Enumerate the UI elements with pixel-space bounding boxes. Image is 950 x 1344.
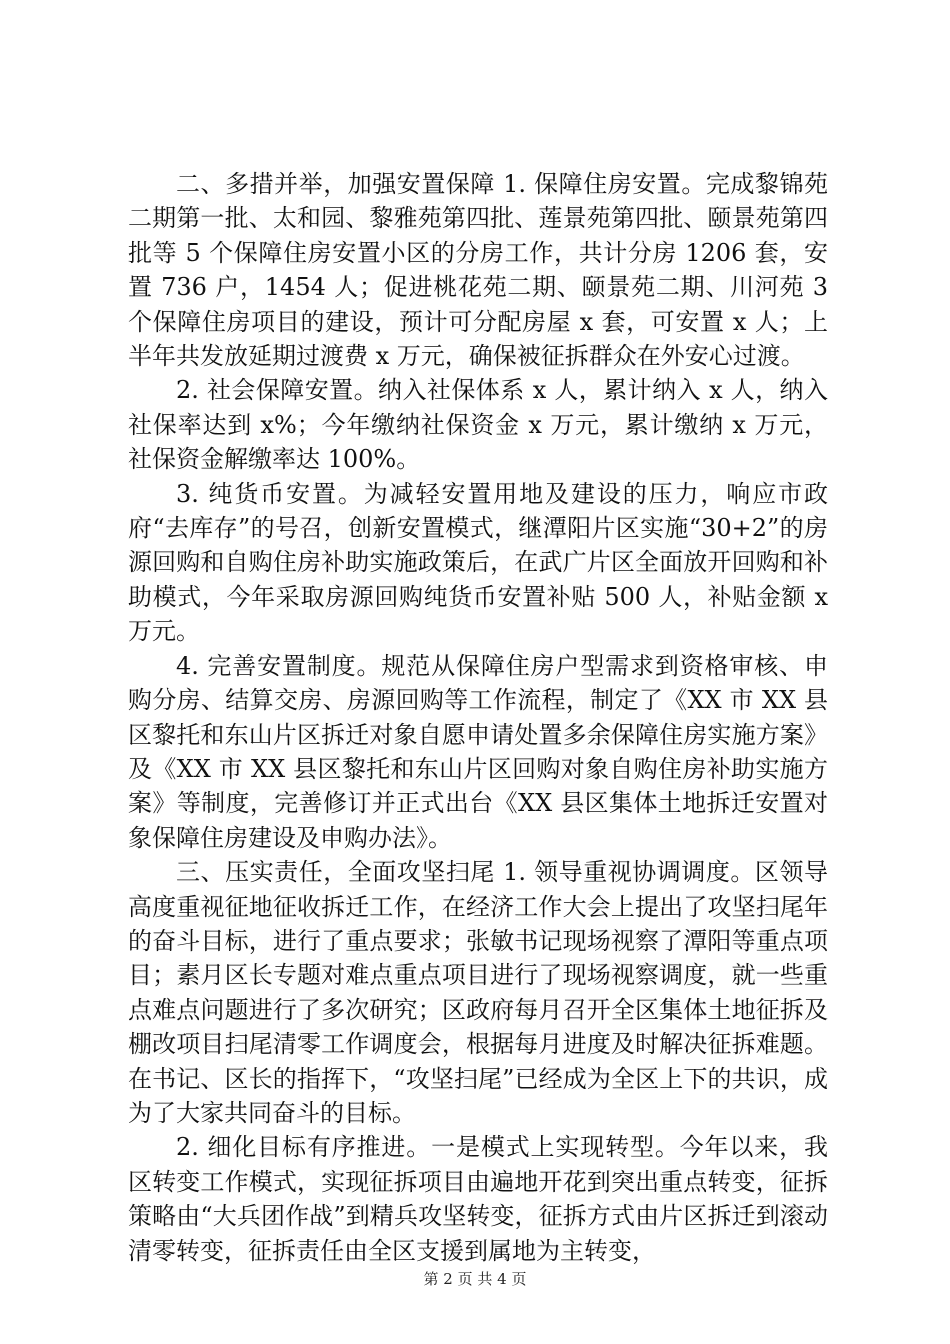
paragraph-resettlement-system: 4. 完善安置制度。规范从保障住房户型需求到资格审核、申购分房、结算交房、房源回购等工作流程，制定了《XX 市 XX 县区黎托和东山片区拆迁对象自愿申请处置多余保障住房实施方案》及《XX 市 XX 县区黎托和东山片区回购对象自购住房补助实施方案》等制度，完善修订并正式出台《XX 县区集体土地拆迁安置对象保障住房建设及申购办法》。 [128,651,828,852]
paragraph-social-security: 2. 社会保障安置。纳入社保体系 x 人，累计纳入 x 人，纳入社保率达到 x%；今年缴纳社保资金 x 万元，累计缴纳 x 万元，社保资金解缴率达 100%。 [128,376,828,474]
paragraph-refine-targets: 2. 细化目标有序推进。一是模式上实现转型。今年以来，我区转变工作模式，实现征拆项目由遍地开花到突出重点转变，征拆策略由“大兵团作战”到精兵攻坚转变，征拆方式由片区拆迁到滚动清零转变，征拆责任由全区支援到属地为主转变， [128,1133,828,1265]
paragraph-monetary-resettlement: 3. 纯货币安置。为减轻安置用地及建设的压力，响应市政府“去库存”的号召，创新安置模式，继潭阳片区实施“30+2”的房源回购和自购住房补助实施政策后，在武广片区全面放开回购和补助模式，今年采取房源回购纯货币安置补贴 500 人，补贴金额 x 万元。 [128,479,828,646]
document-body [128,167,828,1268]
paragraph-section-two: 二、多措并举，加强安置保障 1. 保障住房安置。完成黎锦苑二期第一批、太和园、黎雅苑第四批、莲景苑第四批、颐景苑第四批等 5 个保障住房安置小区的分房工作，共计分房 1206 套，安置 736 户，1454 人；促进桃花苑二期、颐景苑二期、川河苑 3 个保障住房项目的建设，预计可分配房屋 x 套，可安置 x 人；上半年共发放延期过渡费 x 万元，确保被征拆群众在外安心过渡。 [128,170,828,371]
paragraph-section-three: 三、压实责任，全面攻坚扫尾 1. 领导重视协调调度。区领导高度重视征地征收拆迁工作，在经济工作大会上提出了攻坚扫尾年的奋斗目标，进行了重点要求；张敏书记现场视察了潭阳等重点项目；素月区长专题对难点重点项目进行了现场视察调度，就一些重点难点问题进行了多次研究；区政府每月召开全区集体土地征拆及棚改项目扫尾清零工作调度会，根据每月进度及时解决征拆难题。在书记、区长的指挥下，“攻坚扫尾”已经成为全区上下的共识，成为了大家共同奋斗的目标。 [128,858,828,1127]
page-number-footer: 第 2 页 共 4 页 [423,1270,527,1288]
